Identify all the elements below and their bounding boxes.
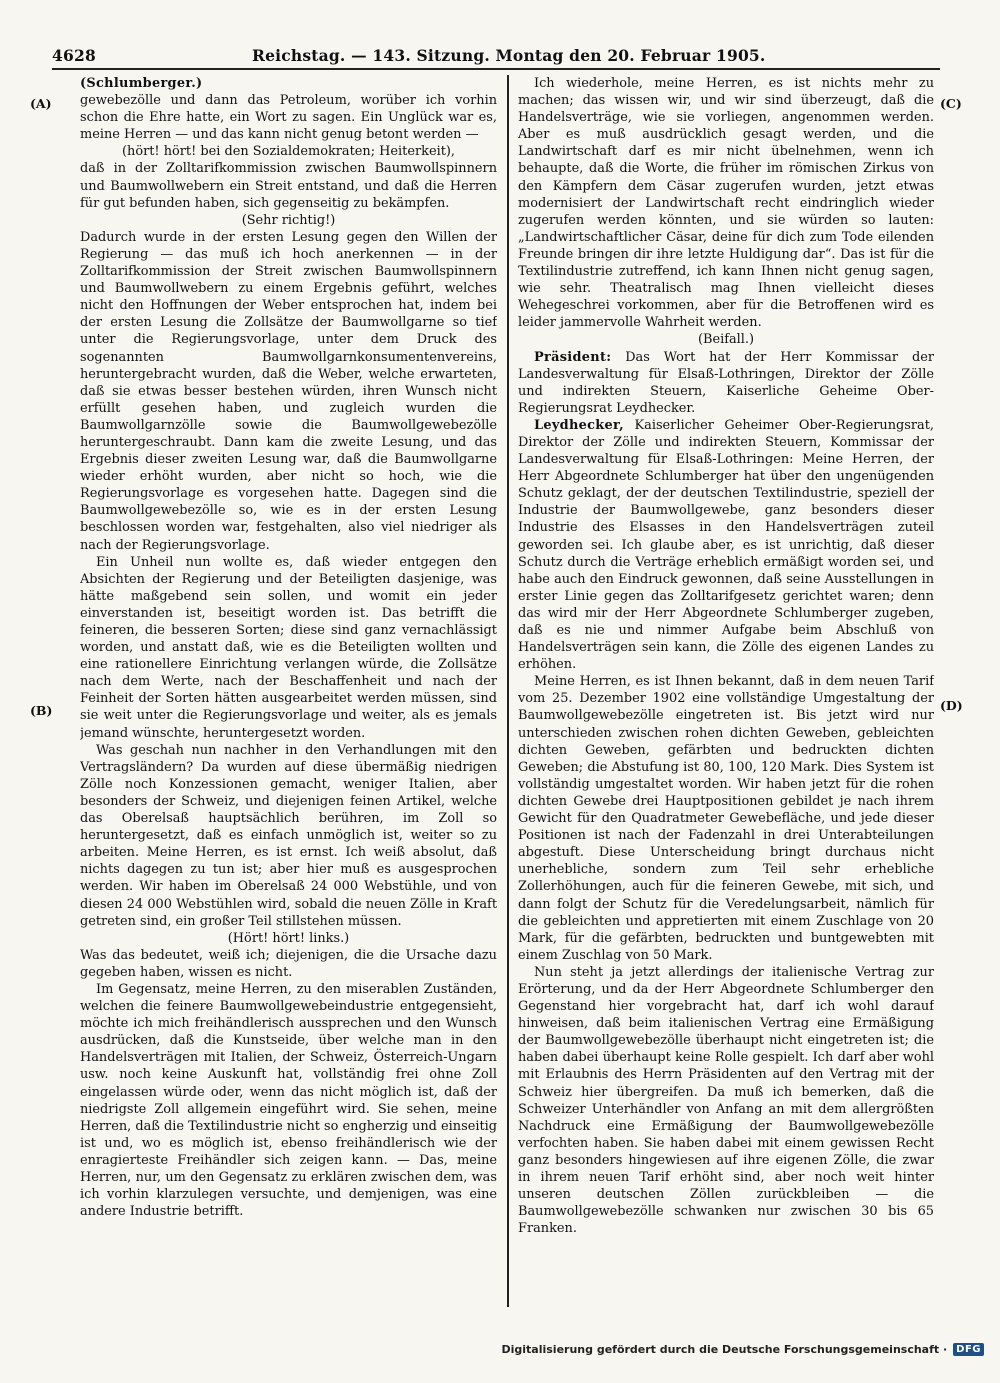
margin-letter-b: (B) bbox=[30, 703, 53, 718]
president-label: Präsident: bbox=[534, 349, 612, 365]
interjection: (Sehr richtig!) bbox=[241, 212, 336, 228]
right-column bbox=[518, 75, 934, 1307]
president-paragraph bbox=[518, 349, 934, 417]
column-divider bbox=[507, 75, 509, 1307]
page-number: 4628 bbox=[52, 46, 96, 65]
footer-text: Digitalisierung gefördert durch die Deutsche Forschungsgemeinschaft · bbox=[501, 1343, 948, 1356]
president-text: Das Wort hat der Herr Kommissar der Landesverwaltung für Elsaß-Lothringen, Direktor der Zölle und indirekten Steuern, Kaiserliche Geheime Ober-Regierungsrat Leydhecker. bbox=[518, 349, 934, 416]
dfg-logo: DFG bbox=[953, 1343, 984, 1356]
margin-letter-d: (D) bbox=[940, 698, 963, 713]
paragraph: Im Gegensatz, meine Herren, zu den miserablen Zuständen, welchen die feinere Baumwollgewebeindustrie entgegensieht, möchte ich mich freihändlerisch aussprechen und den Wunsch ausdrücken, daß die Kunstseide, über welche man in den Handelsverträgen mit Italien, der Schweiz, Österreich-Ungarn usw. noch keine Auskunft hat, vollständig frei ohne Zoll eingelassen würde oder, wenn das nicht möglich ist, daß der niedrigste Zoll allgemein eingeführt wird. Sie sehen, meine Herren, daß die Textilindustrie nicht so engherzig und einseitig ist und, wo es möglich ist, ebenso freihändlerisch wie der enragierteste Freihändler sich zeigen kann. — Das, meine Herren, nur, um den Gegensatz zu erklären zwischen dem, was ich vorhin klarzulegen versuchte, und demjenigen, was eine andere Industrie betrifft. bbox=[80, 981, 497, 1220]
leydhecker-paragraph bbox=[518, 417, 934, 673]
interjection: (Beifall.) bbox=[697, 332, 755, 348]
paragraph: Was das bedeutet, weiß ich; diejenigen, die die Ursache dazu gegeben haben, wissen es nicht. bbox=[80, 947, 497, 980]
paragraph: daß in der Zolltarifkommission zwischen Baumwollspinnern und Baumwollwebern ein Streit entstand, und daß die Herren für gut befunden haben, sich gegenseitig zu bekämpfen. bbox=[80, 161, 497, 211]
paragraph: Dadurch wurde in der ersten Lesung gegen den Willen der Regierung — das muß ich hoch anerkennen — in der Zolltarifkommission der Streit zwischen Baumwollspinnern und Baumwollwebern zu einem Ergebnis geführt, welches nicht den Hoffnungen der Weber entsprochen hat, indem bei der ersten Lesung die Zollsätze der Baumwollgarne so tief unter die Regierungsvorlage, unter dem Druck des sogenannten Baumwollgarnkonsumentenvereins, heruntergebracht wurden, daß die Weber, welche erwarteten, daß sie etwas besser bestehen würden, ihren Wunsch nicht erfüllt gesehen haben, und zugleich wurden die Baumwollgarnzölle sowie die Baumwollgewebezölle heruntergeschraubt. Dann kam die zweite Lesung, und das Ergebnis dieser zweiten Lesung war, daß die Baumwollgarne wieder erhöht wurden, aber nicht so hoch, wie die Regierungsvorlage es vorgesehen hatte. Dagegen sind die Baumwollgewebezölle so, wie es in der ersten Lesung beschlossen worden war, festgehalten, also viel niedriger als nach der Regierungsvorlage. bbox=[80, 229, 497, 553]
page-header bbox=[52, 46, 940, 70]
paragraph: Was geschah nun nachher in den Verhandlungen mit den Vertragsländern? Da wurden auf diese übermäßig niedrigen Zölle noch Konzessionen gemacht, weniger Italien, aber besonders der Schweiz, und diejenigen feinen Artikel, welche das Oberelsaß hauptsächlich berühren, im Zoll so heruntergesetzt, daß es einfach unmöglich ist, weiter so zu arbeiten. Meine Herren, es ist ernst. Ich weiß absolut, daß nichts dagegen zu tun ist; aber hier muß es ausgesprochen werden. Wir haben im Oberelsaß 24 000 Webstühle, und von diesen 24 000 Webstühlen wird, sobald die neuen Zölle in Kraft getreten sind, ein großer Teil stillstehen müssen. bbox=[80, 742, 497, 929]
margin-letter-c: (C) bbox=[940, 96, 962, 111]
interjection: (Hört! hört! links.) bbox=[227, 930, 350, 946]
paragraph: Meine Herren, es ist Ihnen bekannt, daß in dem neuen Tarif vom 25. Dezember 1902 eine vollständige Umgestaltung der Baumwollgewebezölle eingetreten ist. Bis jetzt wird nur unterschieden zwischen rohen dichten Geweben, gebleichten dichten Geweben, gefärbten und bedruckten dichten Geweben; die Abstufung ist 80, 100, 120 Mark. Dies System ist vollständig umgestaltet worden. Wir haben jetzt für die rohen dichten Gewebe drei Hauptpositionen gebildet je nach ihrem Gewicht für den Quadratmeter Gewebefläche, und jede dieser Positionen ist nach der Fadenzahl in drei Unterabteilungen abgestuft. Diese Unterscheidung bringt durchaus nicht unerhebliche, sondern zum Teil sehr erhebliche Zollerhöhungen, auch für die feineren Gewebe, mit sich, und dann folgt der Schutz für die Veredelungsarbeit, nämlich für die gebleichten und appretierten mit einem Zuschlage von 20 Mark, für die gefärbten, bedruckten und buntgewebten mit einem Zuschlag von 50 Mark. bbox=[518, 674, 934, 963]
footer bbox=[501, 1343, 984, 1356]
paragraph: Ein Unheil nun wollte es, daß wieder entgegen den Absichten der Regierung und der Beteiligten dasjenige, was hätte maßgebend sein sollen, und womit ein jeder einverstanden ist, beseitigt worden ist. Das betrifft die feineren, die besseren Sorten; diese sind ganz vernachlässigt worden, und anstatt daß, wie es die Beteiligten wollten und eine rationellere Einrichtung verlangen würde, die Zollsätze nach dem Werte, nach der Beschaffenheit und nach der Feinheit der Sorten hätten ausgearbeitet werden müssen, sind sie weit unter die Regierungsvorlage und weiter, als es jemals jemand wünschte, heruntergesetzt worden. bbox=[80, 554, 497, 741]
interjection: (hört! hört! bei den Sozialdemokraten; Heiterkeit), bbox=[122, 144, 455, 160]
paragraph: Ich wiederhole, meine Herren, es ist nichts mehr zu machen; das wissen wir, und wir sind überzeugt, daß die Handelsverträge, wie sie vorliegen, angenommen werden. Aber es muß ausdrücklich gesagt werden, und die Landwirtschaft darf es mir nicht übelnehmen, wenn ich behaupte, daß die Worte, die früher im römischen Zirkus von den Kämpfern dem Cäsar zugerufen wurden, jetzt etwas modernisiert der Landwirtschaft recht eindringlich wieder zugerufen werden könnten, und sie würden so lauten: „Landwirtschaftlicher Cäsar, deine für dich zum Tode eilenden Freunde bringen dir ihre letzte Huldigung dar“. Das ist für die Textilindustrie zutreffend, ich kann Ihnen nicht genug sagen, wie sehr. Theatralisch mag Ihnen vielleicht dieses Wehegeschrei vorkommen, aber für die Betroffenen wird es leider jammervolle Wahrheit werden. bbox=[518, 76, 934, 331]
page-title: Reichstag. — 143. Sitzung. Montag den 20. Februar 1905. bbox=[252, 46, 766, 65]
left-column bbox=[80, 75, 497, 1307]
margin-letter-a: (A) bbox=[30, 96, 52, 111]
paragraph: gewebezölle und dann das Petroleum, worüber ich vorhin schon die Ehre hatte, ein Wort zu sagen. Ein Unglück war es, meine Herren — und das kann nicht genug betont werden — bbox=[80, 93, 497, 143]
speaker-text: Kaiserlicher Geheimer Ober-Regierungsrat, Direktor der Zölle und indirekten Steuern, Kommissar der Landesverwaltung für Elsaß-Lothringen: Meine Herren, der Herr Abgeordnete Schlumberger hat über den ungenügenden Schutz geklagt, der der deutschen Textilindustrie, speziell der Industrie der Baumwollgewebe, ganz besonders dieser Industrie des Elsasses in den Handelsverträgen zuteil geworden sei. Ich glaube aber, es ist unrichtig, daß dieser Schutz durch die Verträge erheblich ermäßigt worden sei, und habe auch den Eindruck gewonnen, daß seine Ausstellungen in erster Linie gegen das Zolltarifgesetz gerichtet waren; denn das wird mir der Herr Abgeordnete Schlumberger zugeben, daß es nie und nimmer Aufgabe beim Abschluß von Handelsverträgen sein kann, die Zölle des eigenen Landes zu erhöhen. bbox=[518, 417, 934, 673]
speaker-header: (Schlumberger.) bbox=[80, 76, 203, 91]
paragraph: Nun steht ja jetzt allerdings der italienische Vertrag zur Erörterung, und da der Herr Abgeordnete Schlumberger den Gegenstand hier vorgebracht hat, darf ich wohl darauf hinweisen, daß beim italienischen Vertrag eine Ermäßigung der Baumwollgewebezölle überhaupt nicht eingetreten ist; die haben dabei überhaupt keine Rolle gespielt. Ich darf aber wohl mit Erlaubnis des Herrn Präsidenten auf den Vertrag mit der Schweiz hier übergreifen. Da muß ich bemerken, daß die Schweizer Unterhändler von Anfang an mit dem allergrößten Nachdruck eine Ermäßigung der Baumwollgewebezölle verfochten haben. Sie haben dabei mit einem gewissen Recht ganz besonders hingewiesen auf ihre eigenen Zölle, die zwar in ihrem neuen Tarif erhöht sind, aber noch weit hinter unseren deutschen Zöllen zurückbleiben — die Baumwollgewebezölle schwanken nur zwischen 30 bis 65 Franken. bbox=[518, 964, 934, 1237]
speaker-label: Leydhecker, bbox=[534, 417, 624, 433]
